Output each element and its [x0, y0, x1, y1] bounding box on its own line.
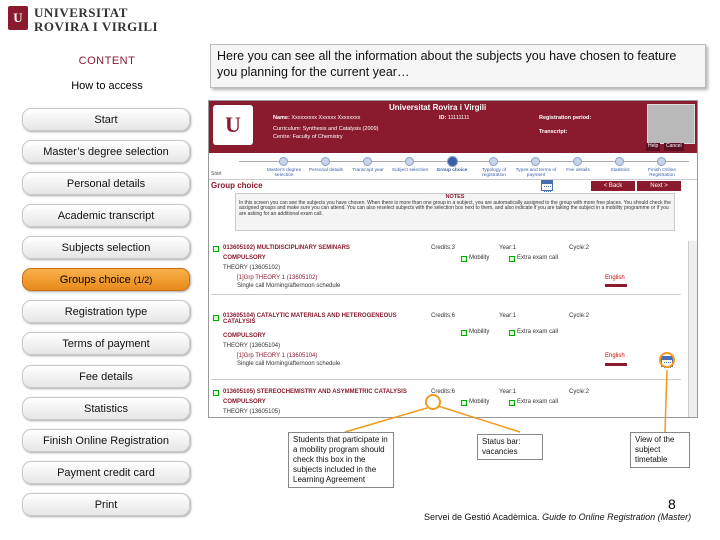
sidebar-item-label: Start	[94, 113, 118, 126]
progress-step-label: Master's degree selection	[266, 168, 302, 178]
registration-period-label: Registration period:	[539, 115, 592, 121]
sidebar-item-label: Personal details	[66, 177, 146, 190]
name-label: Name:	[273, 115, 290, 121]
sidebar-item-label: Groups choice	[59, 273, 131, 286]
sidebar-item-label: Payment credit card	[57, 466, 155, 479]
subject-credits: Credits:6	[431, 313, 456, 319]
sidebar-item-label: Registration type	[64, 305, 148, 318]
status-bar-callout: Status bar: vacancies	[477, 434, 543, 460]
id-value: 11111111	[447, 115, 470, 121]
progress-step-label: Personal details	[308, 168, 344, 173]
group-label: [1]Grp THEORY 1 (13605104)	[237, 353, 318, 359]
page-number: 8	[668, 496, 676, 512]
subject-type: COMPULSORY	[223, 399, 266, 405]
subject-cycle: Cycle:2	[569, 245, 590, 251]
logo-line-1: UNIVERSITAT	[34, 5, 128, 20]
app-university-name: Universitat Rovira i Virgili	[389, 103, 487, 112]
next-button[interactable]: Next >	[637, 181, 681, 191]
cancel-button[interactable]: Cancel	[666, 143, 682, 149]
page-title: Group choice	[211, 181, 263, 190]
mobility-label: Mobility	[469, 399, 490, 405]
back-button[interactable]: < Back	[591, 181, 635, 191]
help-button[interactable]: Help	[648, 143, 659, 149]
extra-exam-label: Extra exam call	[517, 329, 559, 335]
mobility-label: Mobility	[469, 255, 490, 261]
logo-line-2: ROVIRA I VIRGILI	[34, 19, 159, 34]
subject-type: COMPULSORY	[223, 255, 266, 261]
app-logo-icon: U	[213, 105, 253, 145]
subject-credits: Credits:3	[431, 245, 456, 251]
subject-type: COMPULSORY	[223, 333, 266, 339]
name-value: Xxxxxxxxx Xxxxxx Xxxxxxxx	[291, 115, 361, 121]
progress-step-label: Types and terms of payment	[515, 168, 557, 178]
subject-credits: Credits:6	[431, 389, 456, 395]
progress-step-label: Finish Online Registration	[648, 168, 676, 178]
transcript-label: Transcript:	[539, 129, 568, 135]
subject-year: Year:1	[499, 245, 517, 251]
sidebar-item-label: Terms of payment	[62, 337, 150, 350]
notes-text: In this screen you can see the subjects you have chosen. When there is more than one group in a subject, you are automatically assigned to the group with more free places. You should check the assigned groups and make sure you can attend. You can also reselect subjects with the selection box next to them, and also indicate if you are taking the subject in a mobility programme or if you are asking for an additional exam call.	[239, 199, 671, 217]
intro-text: Here you can see all the information about the subjects you have chosen to feature you planning for the current year…	[210, 44, 706, 88]
progress-step-label: Fee details	[566, 168, 590, 173]
subject-year: Year:1	[499, 313, 517, 319]
footer	[424, 512, 691, 522]
university-logo-icon: U	[8, 6, 28, 30]
subject-cycle: Cycle:2	[569, 313, 590, 319]
footer-prefix: Servei de Gestió Acadèmica.	[424, 512, 543, 522]
progress-step-label: Transcript year	[352, 168, 384, 173]
schedule-label: Single call Morning/afternoon schedule	[237, 361, 341, 367]
footer-title: Guide to Online Registration (Master)	[542, 512, 692, 522]
sidebar-item-label: Print	[94, 498, 118, 511]
subject-year: Year:1	[499, 389, 517, 395]
arrow-timetable	[665, 370, 667, 432]
curriculum-label: Curriculum: Synthesis and Catalysis (2009)	[273, 126, 379, 132]
theory-label: THEORY (13605105)	[223, 409, 281, 415]
sidebar-item-suffix: (1/2)	[133, 274, 153, 285]
theory-label: THEORY (13605102)	[223, 265, 281, 271]
group-label: [1]Grp THEORY 1 (13605102)	[237, 275, 318, 281]
subject-cycle: Cycle:2	[569, 389, 590, 395]
progress-step-label: Subject selection	[391, 168, 429, 173]
content-heading: CONTENT	[78, 55, 136, 67]
arrow-status-bar	[438, 406, 520, 432]
subject-title: 013605102) MULTIDISCIPLINARY SEMINARS	[223, 245, 350, 251]
subject-title: 013605104) CATALYTIC MATERIALS AND HETEROGENEOUS CATALYSIS	[223, 313, 397, 325]
progress-step-label: Group choice	[436, 168, 468, 173]
extra-exam-label: Extra exam call	[517, 255, 559, 261]
subject-title: 013605105) STEREOCHEMISTRY AND ASYMMETRIC CATALYSIS	[223, 389, 407, 395]
sidebar-item-label: Academic transcript	[57, 209, 155, 222]
mobility-callout: Students that participate in a mobility program should check this box in the subjects included in the Learning Agreement	[288, 432, 394, 488]
language-label: English	[605, 353, 625, 359]
how-to-access-link[interactable]: How to access	[71, 80, 143, 92]
theory-label: THEORY (13605104)	[223, 343, 281, 349]
arrow-mobility	[345, 408, 427, 432]
notes-title: NOTES	[445, 194, 465, 200]
progress-step-label: Typology of registration	[481, 168, 507, 178]
language-label: English	[605, 275, 625, 281]
sidebar-item-label: Fee details	[79, 370, 133, 383]
centre-label: Centre: Faculty of Chemistry	[273, 134, 343, 140]
schedule-label: Single call Morning/afternoon schedule	[237, 283, 341, 289]
sidebar-item-label: Master’s degree selection	[43, 145, 169, 158]
sidebar-item-label: Subjects selection	[61, 241, 151, 254]
timetable-callout: View of the subject timetable	[630, 432, 690, 468]
start-link[interactable]: Start	[211, 171, 222, 177]
progress-step-label: Statistics	[610, 168, 630, 173]
sidebar-item-label: Statistics	[83, 402, 128, 415]
extra-exam-label: Extra exam call	[517, 399, 559, 405]
sidebar-item-label: Finish Online Registration	[43, 434, 169, 447]
mobility-label: Mobility	[469, 329, 490, 335]
id-label: ID:	[439, 115, 447, 121]
